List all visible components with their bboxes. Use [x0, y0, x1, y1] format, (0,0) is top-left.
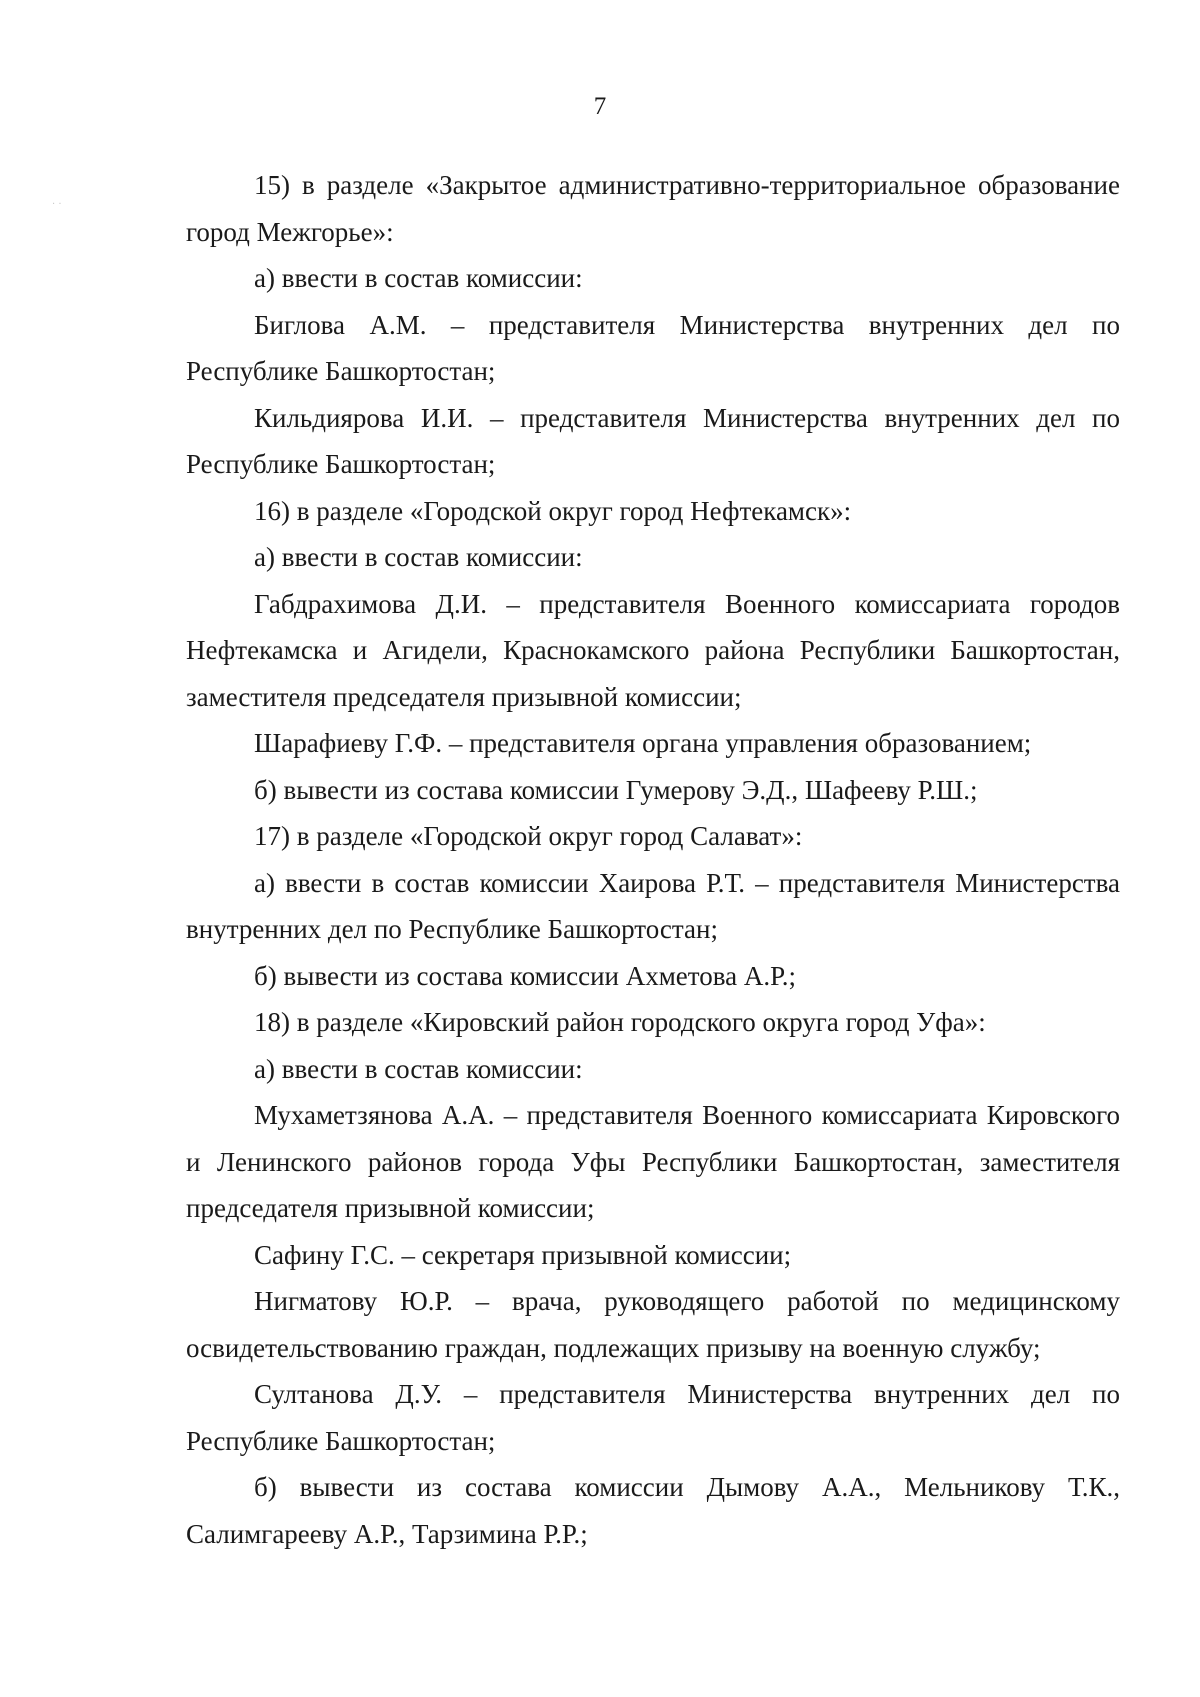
document-body: [186, 162, 1120, 1557]
paragraph-section-18-member-2: Сафину Г.С. – секретаря призывной комиссии;: [254, 1239, 792, 1270]
paragraph-section-16-member-2: Шарафиеву Г.Ф. – представителя органа управления образованием;: [254, 728, 1032, 758]
paragraph-section-15-heading: 15) в разделе «Закрытое административно-территориальное образование город Межгорье»:: [186, 170, 1120, 247]
page-number: 7: [593, 93, 607, 120]
paragraph-section-18-member-4: Султанова Д.У. – представителя Министерства внутренних дел по Республике Башкортостан;: [186, 1379, 1120, 1456]
paragraph-section-15-member-2: Кильдиярова И.И. – представителя Министерства внутренних дел по Республике Башкортостан;: [186, 402, 1120, 479]
paragraph-section-16-add-heading: а) ввести в состав комиссии:: [254, 542, 583, 572]
paragraph-section-17-remove: б) вывести из состава комиссии Ахметова А.Р.;: [254, 960, 797, 991]
paragraph-section-18-heading: 18) в разделе «Кировский район городского округа город Уфа»:: [254, 1007, 986, 1037]
paragraph-section-18-remove: б) вывести из состава комиссии Дымову А.А., Мельникову Т.К., Салимгарееву А.Р., Тарзимина Р.Р.;: [186, 1472, 1120, 1549]
paragraph-section-17-heading: 17) в разделе «Городской округ город Салават»:: [254, 821, 803, 851]
paragraph-section-15-add-heading: а) ввести в состав комиссии:: [254, 263, 583, 293]
paragraph-section-18-add-heading: а) ввести в состав комиссии:: [254, 1053, 583, 1084]
scan-artifact-mark: · ·: [52, 199, 62, 210]
paragraph-section-16-remove: б) вывести из состава комиссии Гумерову Э.Д., Шафееву Р.Ш.;: [254, 774, 978, 805]
paragraph-section-16-member-1: Габдрахимова Д.И. – представителя Военного комиссариата городов Нефтекамска и Агидели, Краснокамского района Республики Башкортостан, заместителя председателя призывной комиссии;: [186, 588, 1120, 712]
paragraph-section-17-add: а) ввести в состав комиссии Хаирова Р.Т. – представителя Министерства внутренних дел по Республике Башкортостан;: [186, 867, 1120, 944]
paragraph-section-16-heading: 16) в разделе «Городской округ город Нефтекамск»:: [254, 495, 852, 526]
paragraph-section-15-member-1: Биглова А.М. – представителя Министерства внутренних дел по Республике Башкортостан;: [186, 309, 1120, 386]
paragraph-section-18-member-1: Мухаметзянова А.А. – представителя Военного комиссариата Кировского и Ленинского районов города Уфы Республики Башкортостан, заместителя председателя призывной комиссии;: [186, 1100, 1120, 1223]
paragraph-section-18-member-3: Нигматову Ю.Р. – врача, руководящего работой по медицинскому освидетельствованию граждан, подлежащих призыву на военную службу;: [186, 1286, 1120, 1363]
